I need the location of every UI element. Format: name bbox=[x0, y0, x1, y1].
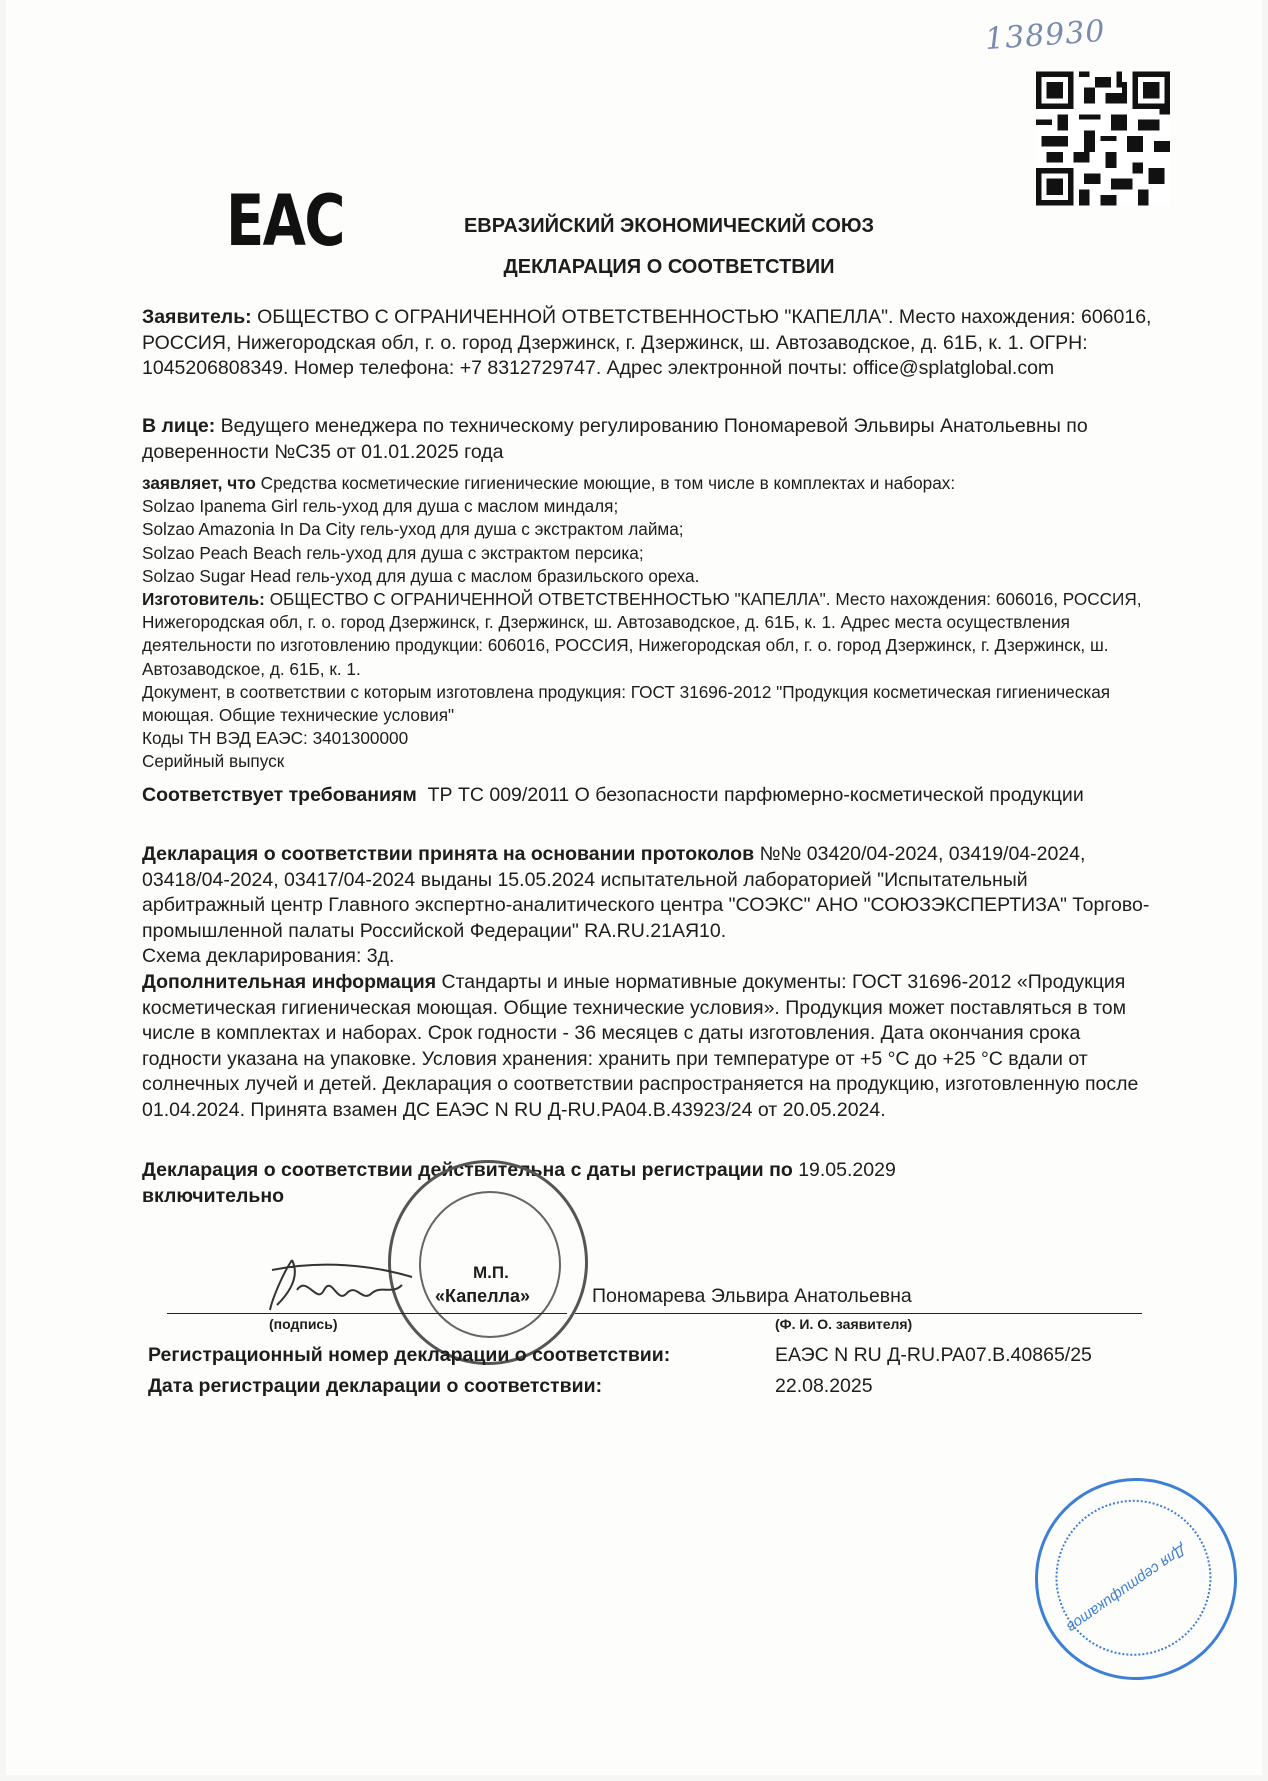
applicant-section bbox=[142, 305, 1152, 382]
represented-section bbox=[142, 414, 1152, 465]
validity-suffix: включительно bbox=[142, 1184, 285, 1207]
conforms-label: Соответствует требованиям bbox=[142, 784, 417, 806]
union-title: ЕВРАЗИЙСКИЙ ЭКОНОМИЧЕСКИЙ СОЮЗ bbox=[463, 215, 875, 237]
seal-mp: М.П. bbox=[473, 1263, 509, 1282]
signature-scribble bbox=[262, 1255, 422, 1315]
signature-line bbox=[167, 1313, 567, 1314]
basis-section bbox=[142, 842, 1152, 970]
signer-name: Пономарева Эльвира Анатольевна bbox=[592, 1285, 912, 1307]
product-item: Solzao Amazonia In Da City гель-уход для душа с экстрактом лайма; bbox=[142, 519, 684, 540]
declares-section bbox=[142, 472, 1152, 774]
validity-date: 19.05.2029 bbox=[798, 1159, 896, 1181]
release-type: Серийный выпуск bbox=[142, 751, 285, 772]
validity-label: Декларация о соответствии действительна с даты регистрации по bbox=[142, 1159, 793, 1181]
manufacturer-text: ОБЩЕСТВО С ОГРАНИЧЕННОЙ ОТВЕТСТВЕННОСТЬЮ "КАПЕЛЛА". Место нахождения: 606016, РОССИЯ, Нижегородская обл, г. о. город Дзержинск, г. Дзержинск, ш. Автозаводское, д. 61Б, к. 1. Адрес места осуществления деятельности по изготовлению продукции: 606016, РОССИЯ, Нижегородская обл, г. о. город Дзержинск, г. Дзержинск, ш. Автозаводское, д. 61Б, к. 1. bbox=[142, 589, 1142, 679]
conforms-text: ТР ТС 009/2011 О безопасности парфюмерно-косметической продукции bbox=[427, 784, 1084, 806]
represented-text: Ведущего менеджера по техническому регулированию Пономаревой Эльвиры Анатольевны по доверенности №С35 от 01.01.2025 года bbox=[142, 415, 1088, 463]
additional-section bbox=[142, 970, 1152, 1123]
registration-number: ЕАЭС N RU Д-RU.PA07.B.40865/25 bbox=[775, 1344, 1092, 1366]
blue-stamp-text: Для сертификатов bbox=[1063, 1541, 1189, 1636]
registration-date-label: Дата регистрации декларации о соответствии: bbox=[148, 1375, 603, 1397]
product-item: Solzao Ipanema Girl гель-уход для душа с маслом миндаля; bbox=[142, 496, 619, 517]
validity-section bbox=[142, 1158, 1152, 1209]
standard-document: Документ, в соответствии с которым изготовлена продукция: ГОСТ 31696-2012 "Продукция косметическая гигиеническая моющая. Общие технические условия" bbox=[142, 681, 1111, 726]
qr-code bbox=[1036, 70, 1170, 207]
basis-label: Декларация о соответствии принята на основании протоколов bbox=[142, 843, 755, 865]
applicant-label: Заявитель: bbox=[142, 306, 252, 328]
represented-label: В лице: bbox=[142, 415, 216, 437]
declares-text: Средства косметические гигиенические моющие, в том числе в комплектах и наборах: bbox=[260, 473, 956, 493]
declaration-scheme: Схема декларирования: 3д. bbox=[142, 945, 395, 967]
applicant-text: ОБЩЕСТВО С ОГРАНИЧЕННОЙ ОТВЕТСТВЕННОСТЬЮ "КАПЕЛЛА". Место нахождения: 606016, РОССИЯ, Нижегородская обл, г. о. город Дзержинск, г. Дзержинск, ш. Автозаводское, д. 61Б, к. 1. ОГРН: 1045206808349. Номер телефона: +7 8312729747. Адрес электронной почты: office@splatglobal.com bbox=[142, 306, 1152, 379]
seal-company-name: «Капелла» bbox=[435, 1286, 531, 1306]
name-line bbox=[575, 1313, 1142, 1314]
eac-logo: EAC bbox=[226, 180, 344, 262]
conforms-section bbox=[142, 783, 1152, 809]
registration-number-label: Регистрационный номер декларации о соответствии: bbox=[148, 1344, 671, 1366]
declares-label: заявляет, что bbox=[142, 473, 256, 493]
additional-text: Стандарты и иные нормативные документы: ГОСТ 31696-2012 «Продукция косметическая гигиеническая моющая. Общие технические условия». Продукция может поставляться в том числе в комплектах и наборах. Срок годности - 36 месяцев с даты изготовления. Дата окончания срока годности указана на упаковке. Условия хранения: хранить при температуре от +5 °С до +25 °С вдали от солнечных лучей и детей. Декларация о соответствии распространяется на продукцию, изготовленную после 01.04.2024. Принята взамен ДС ЕАЭС N RU Д-RU.PA04.B.43923/24 от 20.05.2024. bbox=[142, 971, 1139, 1121]
product-item: Solzao Sugar Head гель-уход для душа с маслом бразильского ореха. bbox=[142, 565, 700, 586]
handwritten-number: 138930 bbox=[983, 13, 1107, 58]
customs-codes: Коды ТН ВЭД ЕАЭС: 3401300000 bbox=[142, 728, 409, 749]
declaration-title: ДЕКЛАРАЦИЯ О СООТВЕТСТВИИ bbox=[503, 256, 835, 278]
name-caption: (Ф. И. О. заявителя) bbox=[775, 1316, 913, 1332]
manufacturer-label: Изготовитель: bbox=[142, 589, 265, 610]
product-item: Solzao Peach Beach гель-уход для душа с экстрактом персика; bbox=[142, 542, 644, 563]
registration-date: 22.08.2025 bbox=[775, 1375, 873, 1397]
basis-text: №№ 03420/04-2024, 03419/04-2024, 03418/04-2024, 03417/04-2024 выданы 15.05.2024 испытательной лабораторией "Испытательный арбитражный центр Главного экспертно-аналитического центра "СОЭКС" АНО "СОЮЗЭКСПЕРТИЗА" Торгово-промышленной палаты Российской Федерации" RA.RU.21АЯ10. bbox=[142, 843, 1150, 942]
additional-label: Дополнительная информация bbox=[142, 971, 437, 993]
signature-caption: (подпись) bbox=[269, 1316, 338, 1332]
